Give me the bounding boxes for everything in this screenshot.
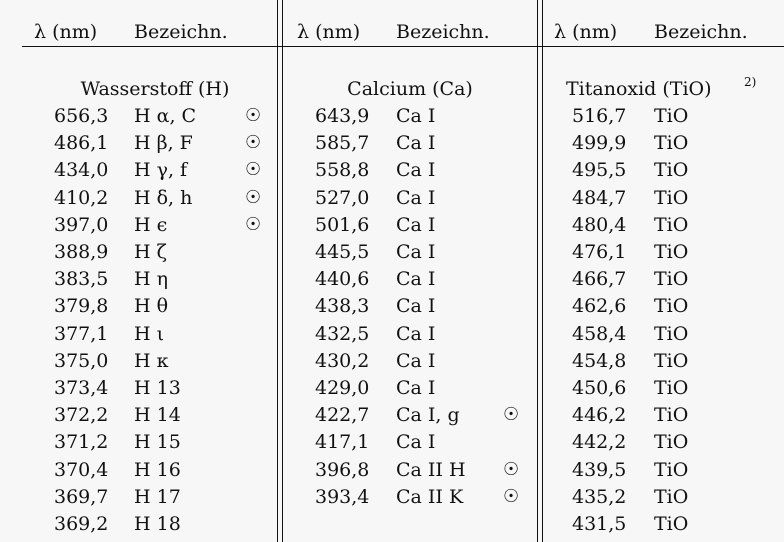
hydrogen-wavelength: 379,8 (54, 295, 109, 318)
calcium-designation: Ca I (396, 241, 436, 263)
calcium-wavelength: 440,6 (315, 268, 370, 291)
calcium-wavelength: 585,7 (315, 132, 370, 155)
calcium-wavelength: 438,3 (315, 295, 370, 318)
titanium_oxide-designation: TiO (654, 377, 689, 399)
calcium-designation: Ca II K (396, 485, 464, 508)
calcium-title: Calcium (Ca) (347, 78, 473, 100)
divider-right-b (542, 0, 543, 542)
sun-symbol-icon: ☉ (503, 485, 520, 507)
hydrogen-wavelength: 373,4 (54, 377, 109, 399)
titanium_oxide-designation: TiO (654, 241, 689, 263)
titanium_oxide-wavelength: 499,9 (572, 132, 627, 155)
titanium_oxide-designation: TiO (654, 132, 689, 155)
calcium-designation: Ca I (396, 186, 436, 209)
titanium_oxide-designation: TiO (654, 295, 689, 318)
hydrogen-designation: H ϵ (134, 213, 168, 236)
titanium_oxide-designation: TiO (654, 186, 689, 209)
calcium-wavelength: 432,5 (315, 322, 370, 345)
hydrogen-designation: H α, C (134, 105, 197, 127)
calcium-designation: Ca I (396, 213, 436, 236)
hydrogen-wavelength: 486,1 (54, 132, 109, 155)
calcium-designation: Ca I (396, 295, 436, 318)
titanium_oxide-designation: TiO (654, 213, 689, 236)
hydrogen-designation: H γ, f (134, 159, 188, 182)
sun-symbol-icon: ☉ (245, 105, 262, 126)
divider-right-a (537, 0, 538, 542)
titanium_oxide-wavelength: 484,7 (572, 186, 627, 209)
titanium_oxide-designation: TiO (654, 485, 689, 508)
col1-name-header: Bezeichn. (134, 21, 228, 43)
calcium-wavelength: 417,1 (315, 431, 370, 454)
calcium-wavelength: 429,0 (315, 377, 370, 399)
sun-symbol-icon: ☉ (245, 186, 262, 208)
hydrogen-designation: H 14 (134, 404, 181, 427)
hydrogen-wavelength: 383,5 (54, 268, 109, 291)
hydrogen-wavelength: 375,0 (54, 349, 109, 372)
tio-title: Titanoxid (TiO) (566, 78, 712, 100)
calcium-designation: Ca I (396, 322, 436, 345)
col1-lambda-header: λ (nm) (34, 21, 98, 43)
calcium-wavelength: 396,8 (315, 458, 370, 481)
col2-lambda-header: λ (nm) (297, 21, 361, 43)
sun-symbol-icon: ☉ (503, 404, 520, 426)
hydrogen-designation: H 18 (134, 513, 181, 535)
titanium_oxide-designation: TiO (654, 513, 689, 535)
sun-symbol-icon: ☉ (503, 458, 520, 480)
calcium-wavelength: 558,8 (315, 159, 370, 182)
sun-symbol-icon: ☉ (245, 132, 262, 154)
calcium-designation: Ca I (396, 349, 436, 372)
titanium_oxide-designation: TiO (654, 458, 689, 481)
titanium_oxide-wavelength: 476,1 (572, 241, 627, 263)
col2-name-header: Bezeichn. (396, 21, 490, 43)
titanium_oxide-wavelength: 450,6 (572, 377, 627, 399)
titanium_oxide-wavelength: 454,8 (572, 349, 627, 372)
titanium_oxide-designation: TiO (654, 105, 689, 127)
calcium-designation: Ca I (396, 132, 436, 155)
calcium-designation: Ca I (396, 159, 436, 182)
hydrogen-designation: H η (134, 268, 168, 291)
header-rule (22, 46, 784, 47)
hydrogen-designation: H 13 (134, 377, 181, 399)
calcium-wavelength: 501,6 (315, 213, 370, 236)
calcium-wavelength: 422,7 (315, 404, 370, 427)
hydrogen-wavelength: 377,1 (54, 322, 109, 345)
titanium_oxide-designation: TiO (654, 349, 689, 372)
hydrogen-designation: H 15 (134, 431, 181, 454)
calcium-designation: Ca I (396, 377, 436, 399)
divider-left-a (277, 0, 278, 542)
titanium_oxide-wavelength: 480,4 (572, 213, 627, 236)
hydrogen-designation: H θ (134, 295, 169, 318)
hydrogen-designation: H β, F (134, 132, 193, 155)
titanium_oxide-wavelength: 431,5 (572, 513, 627, 535)
hydrogen-wavelength: 369,2 (54, 513, 109, 535)
hydrogen-wavelength: 371,2 (54, 431, 109, 454)
hydrogen-designation: H 16 (134, 458, 181, 481)
hydrogen-designation: H ζ (134, 241, 167, 263)
titanium_oxide-wavelength: 516,7 (572, 105, 627, 127)
titanium_oxide-designation: TiO (654, 431, 689, 454)
hydrogen-designation: H ι (134, 322, 165, 345)
calcium-wavelength: 527,0 (315, 186, 370, 209)
calcium-wavelength: 393,4 (315, 485, 370, 508)
sun-symbol-icon: ☉ (245, 159, 262, 181)
calcium-wavelength: 445,5 (315, 241, 370, 263)
calcium-designation: Ca I (396, 105, 436, 127)
calcium-wavelength: 430,2 (315, 349, 370, 372)
divider-left-b (282, 0, 283, 542)
titanium_oxide-wavelength: 495,5 (572, 159, 627, 182)
titanium_oxide-designation: TiO (654, 268, 689, 291)
calcium-designation: Ca I, g (396, 404, 460, 427)
hydrogen-title: Wasserstoff (H) (80, 78, 230, 100)
titanium_oxide-wavelength: 462,6 (572, 295, 627, 318)
calcium-wavelength: 643,9 (315, 105, 370, 127)
hydrogen-wavelength: 388,9 (54, 241, 109, 263)
hydrogen-wavelength: 410,2 (54, 186, 109, 209)
titanium_oxide-wavelength: 442,2 (572, 431, 627, 454)
hydrogen-wavelength: 369,7 (54, 485, 109, 508)
calcium-designation: Ca II H (396, 458, 466, 481)
hydrogen-designation: H κ (134, 349, 169, 372)
titanium_oxide-designation: TiO (654, 404, 689, 427)
col3-lambda-header: λ (nm) (554, 21, 618, 43)
calcium-designation: Ca I (396, 268, 436, 291)
titanium_oxide-wavelength: 435,2 (572, 485, 627, 508)
col3-name-header: Bezeichn. (654, 21, 748, 43)
titanium_oxide-wavelength: 466,7 (572, 268, 627, 291)
tio-footnote: 2) (744, 75, 757, 89)
hydrogen-wavelength: 370,4 (54, 458, 109, 481)
hydrogen-designation: H 17 (134, 485, 181, 508)
hydrogen-wavelength: 397,0 (54, 213, 109, 236)
titanium_oxide-designation: TiO (654, 159, 689, 182)
titanium_oxide-wavelength: 439,5 (572, 458, 627, 481)
calcium-designation: Ca I (396, 431, 436, 454)
hydrogen-wavelength: 656,3 (54, 105, 109, 127)
sun-symbol-icon: ☉ (245, 213, 262, 235)
titanium_oxide-wavelength: 458,4 (572, 322, 627, 345)
hydrogen-designation: H δ, h (134, 186, 193, 209)
titanium_oxide-designation: TiO (654, 322, 689, 345)
titanium_oxide-wavelength: 446,2 (572, 404, 627, 427)
hydrogen-wavelength: 372,2 (54, 404, 109, 427)
hydrogen-wavelength: 434,0 (54, 159, 109, 182)
